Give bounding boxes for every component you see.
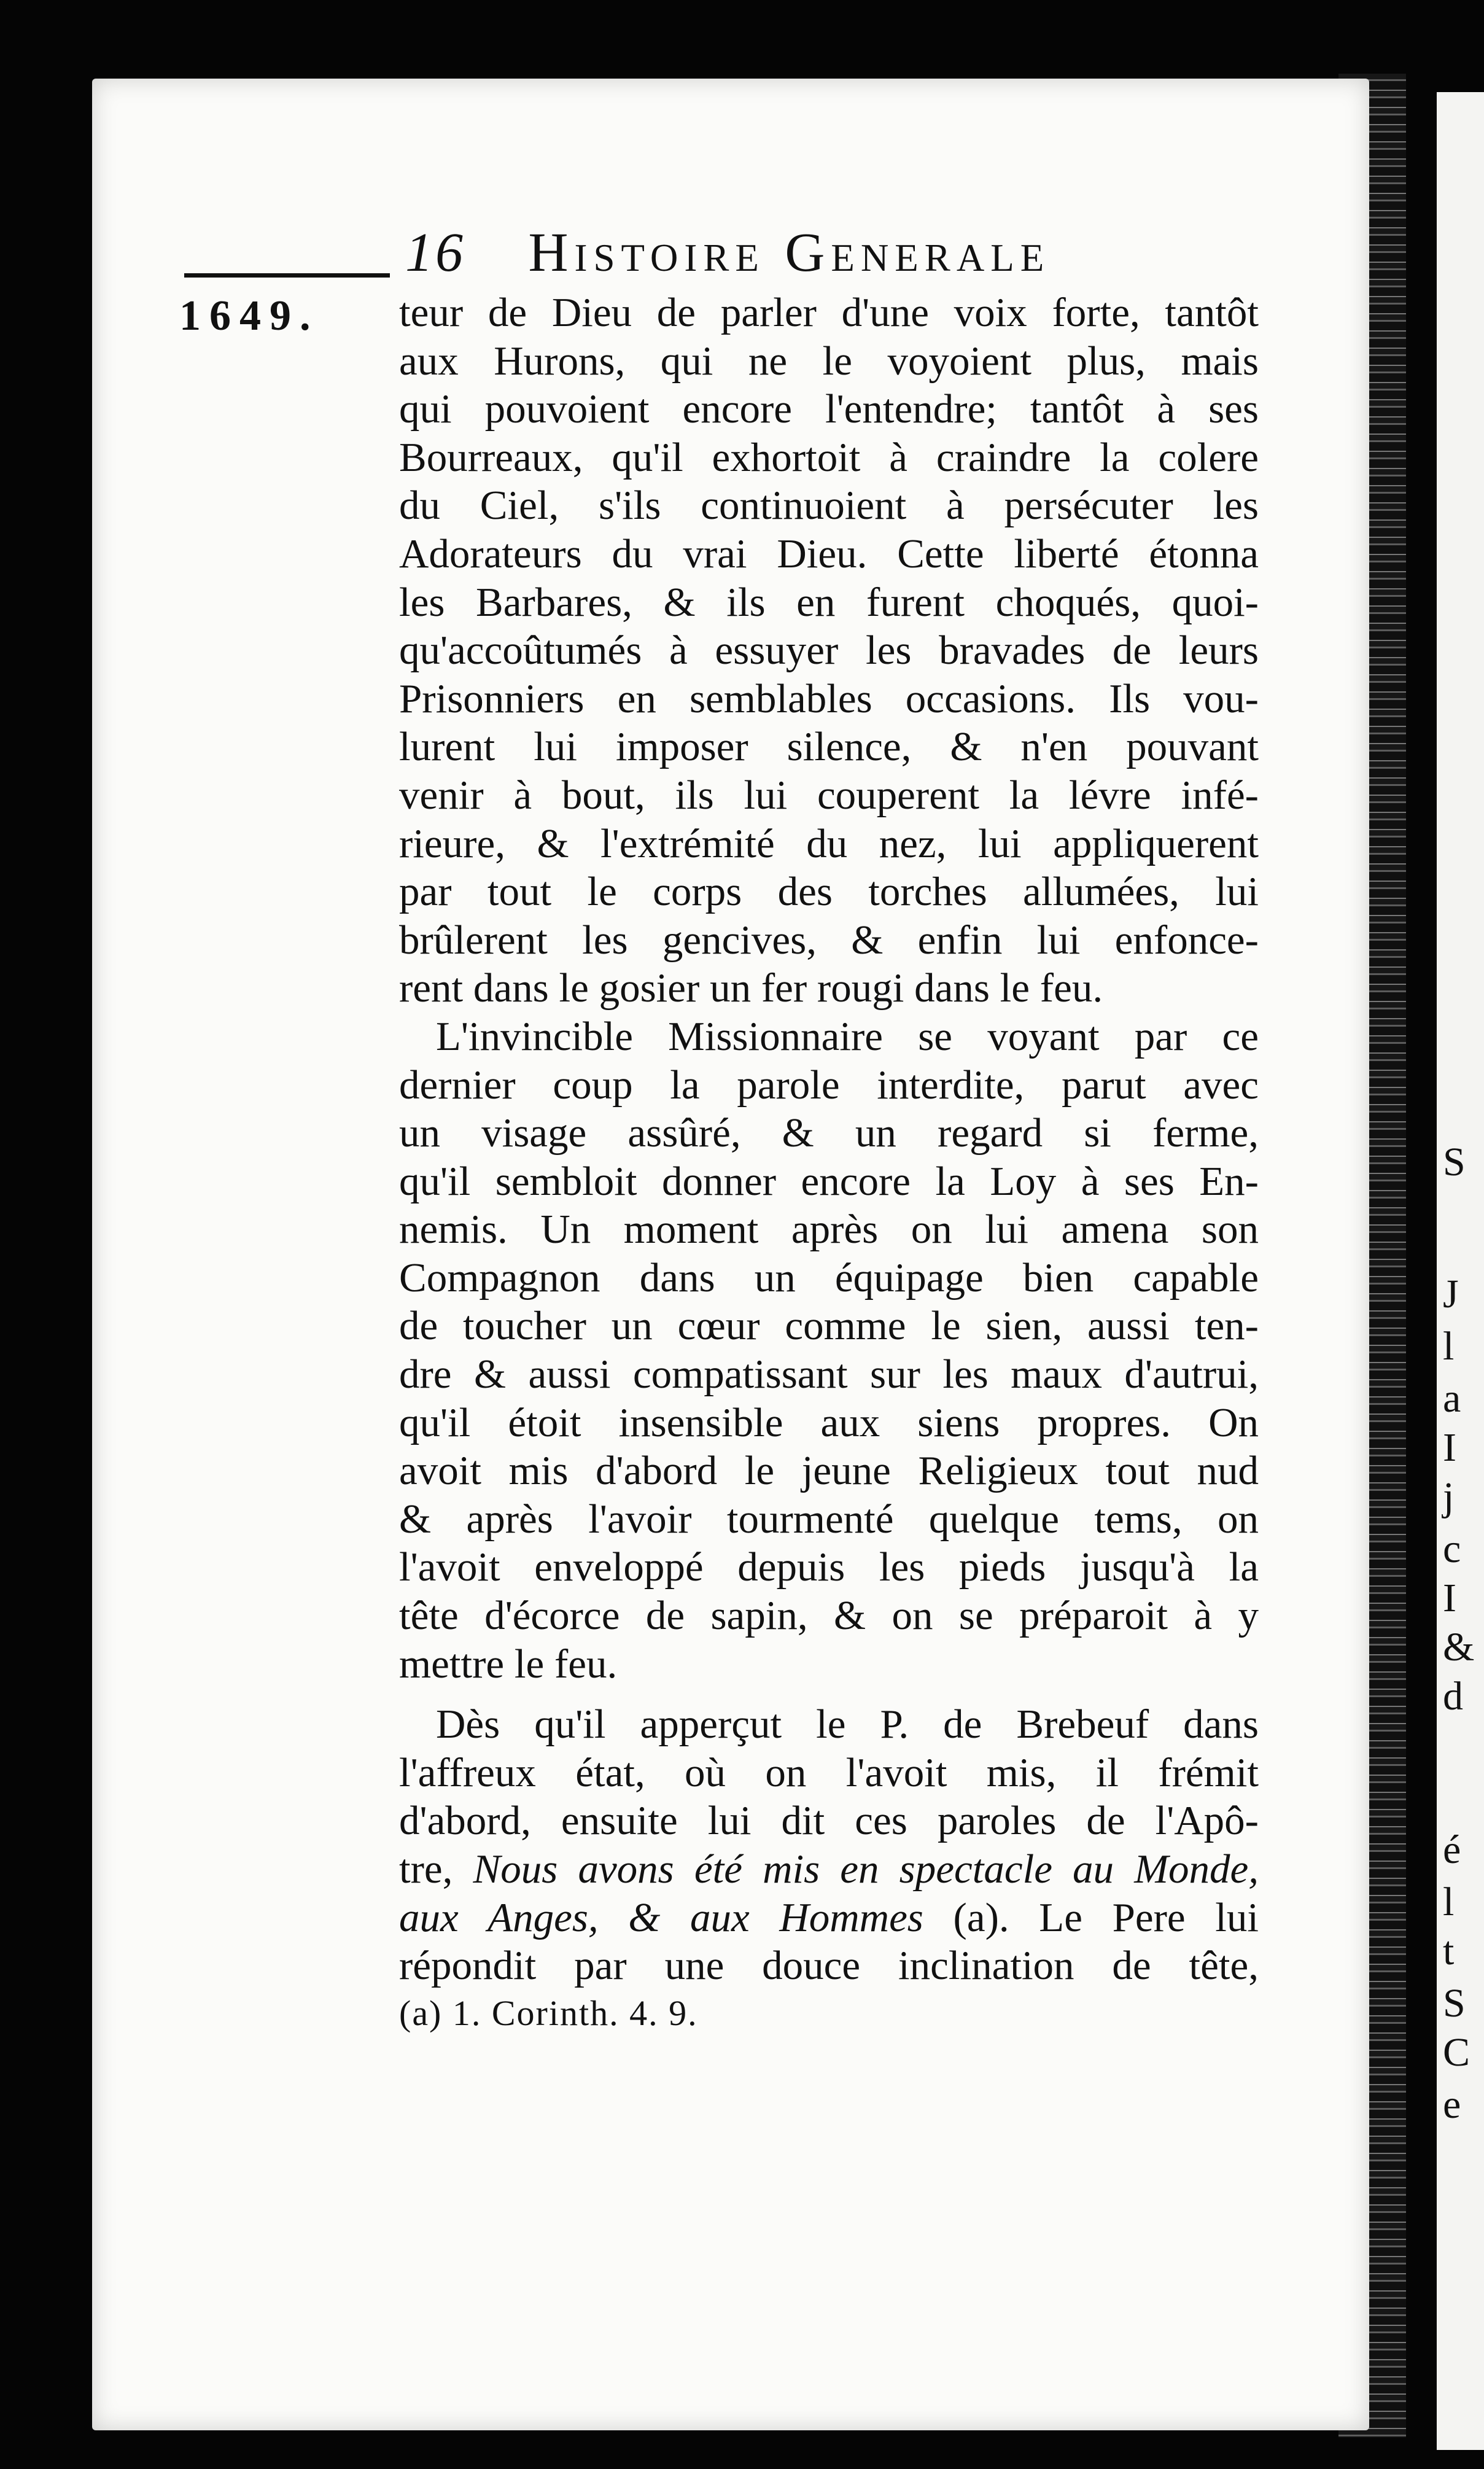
- facing-page-letter: l: [1443, 1880, 1455, 1924]
- text-line: aux Hurons, qui ne le voyoient plus, mais: [399, 338, 1259, 384]
- text-line: qu'il étoit insensible aux siens propres. On: [399, 1399, 1259, 1445]
- paragraph-1: [399, 289, 1259, 1013]
- scripture-quote: aux Anges, & aux Hommes: [399, 1894, 923, 1940]
- facing-page-letter: a: [1443, 1376, 1461, 1421]
- quote-intro: tre,: [399, 1846, 473, 1892]
- text-line: mettre le feu.: [399, 1641, 618, 1687]
- text-line: avoit mis d'abord le jeune Religieux tout nud: [399, 1448, 1259, 1494]
- text-line: rieure, & l'extrémité du nez, lui appliquerent: [399, 820, 1259, 866]
- facing-page-letter: J: [1443, 1272, 1459, 1316]
- text-line: Bourreaux, qu'il exhortoit à craindre la colere: [399, 434, 1259, 480]
- margin-year: 1649.: [179, 292, 319, 340]
- page-number: 16: [405, 222, 465, 283]
- text-line: dre & aussi compatissant sur les maux d'autrui,: [399, 1351, 1259, 1398]
- facing-page-letter: l: [1443, 1324, 1455, 1369]
- running-head: [405, 221, 1050, 284]
- text-line: brûlerent les gencives, & enfin lui enfonce-: [399, 917, 1259, 963]
- text-line: teur de Dieu de parler d'une voix forte, tantôt: [399, 290, 1259, 335]
- text-line: lurent lui imposer silence, & n'en pouvant: [399, 724, 1259, 770]
- facing-page-letter: I: [1443, 1576, 1456, 1620]
- facing-page-letter: t: [1443, 1929, 1455, 1973]
- text-line-quote: [399, 1845, 1259, 1894]
- text-line: les Barbares, & ils en furent choqués, quoi-: [399, 579, 1259, 625]
- facing-page-letter: c: [1443, 1526, 1461, 1571]
- text-line: l'affreux état, où on l'avoit mis, il frémit: [399, 1749, 1259, 1795]
- text-line: un visage assûré, & un regard si ferme,: [399, 1110, 1259, 1156]
- footnote-reference: (a). Le Pere lui: [923, 1894, 1259, 1940]
- text-line: de toucher un cœur comme le sien, aussi ten-: [399, 1303, 1259, 1349]
- running-title: Histoire Generale: [528, 222, 1051, 283]
- text-line: Compagnon dans un équipage bien capable: [399, 1254, 1259, 1301]
- facing-page-letter: C: [1443, 2030, 1470, 2075]
- facing-page-letter: é: [1443, 1827, 1461, 1872]
- paragraph-gap: [399, 1688, 1259, 1700]
- text-line: répondit par une douce inclination de tête,: [399, 1943, 1259, 1989]
- text-line: venir à bout, ils lui couperent la lévre infé-: [399, 772, 1259, 818]
- text-line: rent dans le gosier un fer rougi dans le feu.: [399, 965, 1103, 1011]
- text-line: du Ciel, s'ils continuoient à persécuter les: [399, 483, 1259, 529]
- text-line: l'avoit enveloppé depuis les pieds jusqu'à la: [399, 1544, 1259, 1590]
- text-line: dernier coup la parole interdite, parut avec: [399, 1062, 1259, 1108]
- paragraph-2: [399, 1013, 1259, 1688]
- text-line: qu'il sembloit donner encore la Loy à ses En-: [399, 1158, 1259, 1204]
- paragraph-3: [399, 1700, 1259, 1990]
- text-line: d'abord, ensuite lui dit ces paroles de l'Apô-: [399, 1798, 1259, 1844]
- text-line: par tout le corps des torches allumées, lui: [399, 869, 1259, 915]
- scripture-quote: Nous avons été mis en spectacle au Monde,: [473, 1846, 1259, 1892]
- text-line: tête d'écorce de sapin, & on se préparoit à y: [399, 1593, 1259, 1639]
- text-line-quote: [399, 1894, 1259, 1942]
- facing-page-letter: I: [1443, 1425, 1456, 1470]
- facing-page-fragment: [1437, 92, 1484, 2450]
- text-line: Dès qu'il apperçut le P. de Brebeuf dans: [436, 1701, 1259, 1748]
- facing-page-letter: d: [1443, 1674, 1463, 1719]
- facing-page-letter: S: [1443, 1140, 1466, 1184]
- text-line: qu'accoûtumés à essuyer les bravades de leurs: [399, 628, 1259, 674]
- footnote: (a) 1. Corinth. 4. 9.: [399, 1993, 698, 2033]
- text-line: Adorateurs du vrai Dieu. Cette liberté étonna: [399, 531, 1259, 577]
- body-text: [399, 289, 1259, 1990]
- facing-page-letter: e: [1443, 2082, 1461, 2127]
- text-line: L'invincible Missionnaire se voyant par ce: [436, 1013, 1259, 1059]
- text-line: nemis. Un moment après on lui amena son: [399, 1207, 1259, 1253]
- facing-page-letter: S: [1443, 1981, 1466, 2026]
- margin-rule: [184, 273, 390, 278]
- text-line: Prisonniers en semblables occasions. Ils vou-: [399, 675, 1259, 721]
- text-line: qui pouvoient encore l'entendre; tantôt à ses: [399, 386, 1259, 432]
- facing-page-letter: j: [1443, 1474, 1455, 1519]
- facing-page-letter: &: [1443, 1625, 1475, 1670]
- text-line: & après l'avoir tourmenté quelque tems, on: [399, 1496, 1259, 1542]
